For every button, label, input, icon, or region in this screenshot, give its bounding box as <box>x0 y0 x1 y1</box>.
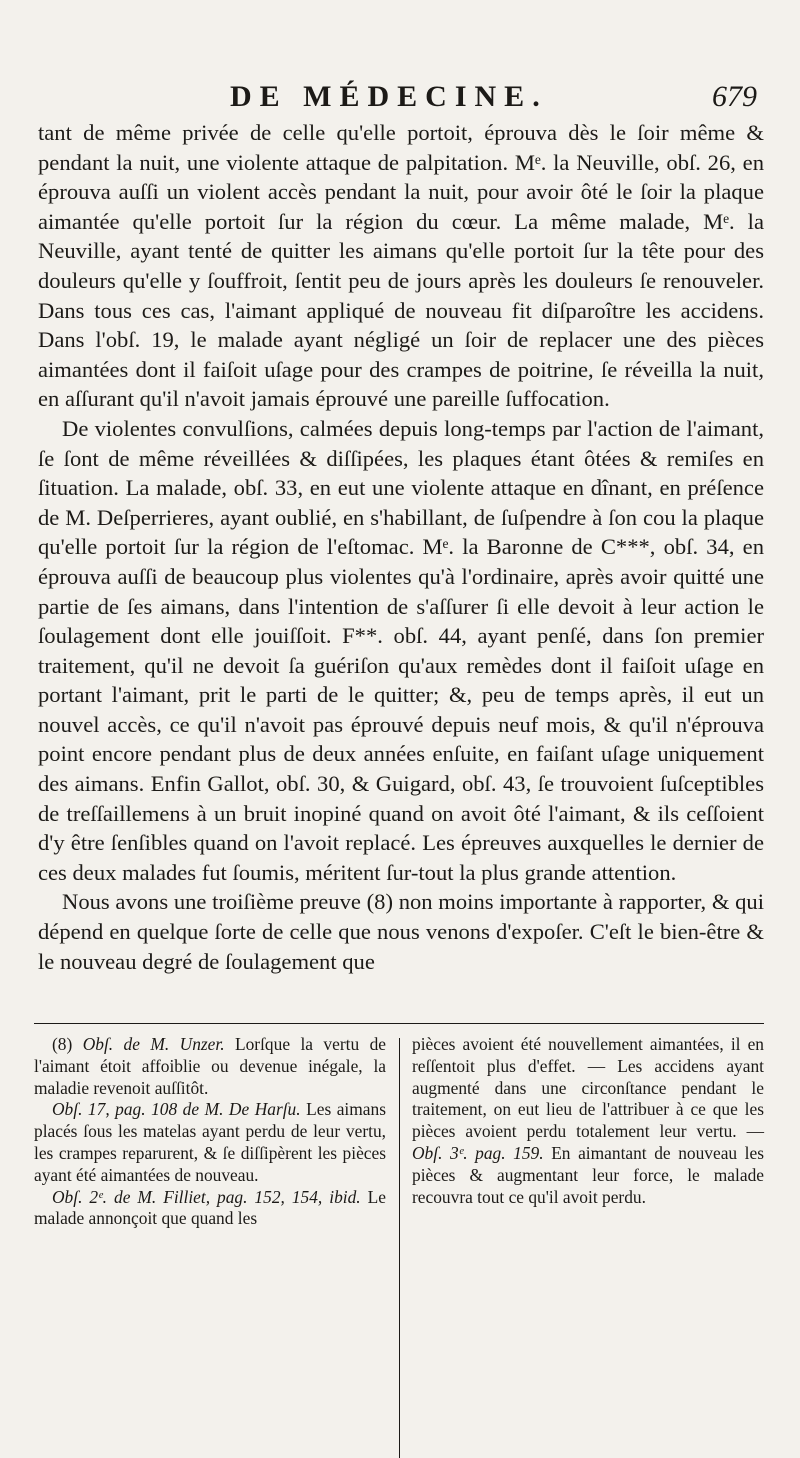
footnote-marker: (8) <box>52 1034 73 1054</box>
page-header <box>0 80 800 120</box>
footnote-source: Obſ. 2ᵉ. de M. Filliet, pag. 152, 154, ibid. <box>52 1186 361 1207</box>
footnote-source: Obſ. 17, pag. 108 de M. De Harſu. <box>52 1099 301 1120</box>
footnote-text: Les aimans placés ſous les matelas ayant perdu de leur vertu, les crampes reparurent, & ſe diſſipèrent les pièces ayant été aimantées de nouveau. <box>34 1099 386 1185</box>
footnote-source: Obſ. de M. Unzer. <box>82 1034 225 1054</box>
footnote-text: Le malade annonçoit que quand les <box>34 1186 386 1229</box>
footnote-8-unzer <box>34 1034 386 1099</box>
paragraph-1: tant de même privée de celle qu'elle portoit, éprouva dès le ſoir même & pendant la nuit, une violente attaque de palpitation. Mᵉ. la Neuville, obſ. 26, en éprouva auſſi un violent accès pendant la nuit, pour avoir ôté le ſoir la plaque aimantée qu'elle portoit ſur la région du cœur. La même malade, Mᵉ. la Neuville, ayant tenté de quitter les aimans qu'elle portoit ſur la tête pour des douleurs qu'elle y ſouffroit, ſentit peu de jours après les douleurs ſe renouveler. Dans tous ces cas, l'aimant appliqué de nouveau fit diſparoître les accidens. Dans l'obſ. 19, le malade ayant négligé un ſoir de replacer une des pièces aimantées dont il faiſoit uſage pour des crampes de poitrine, ſe réveilla la nuit, en aſſurant qu'il n'avoit jamais éprouvé une pareille ſuffocation. <box>38 120 764 412</box>
paragraph-3: Nous avons une troiſième preuve (8) non moins importante à rapporter, & qui dépend en quelque ſorte de celle que nous venons d'expoſer. C'eſt le bien-être & le nouveau degré de ſoulagement que <box>38 889 764 974</box>
footnote-text: En aimantant de nouveau les pièces & augmentant leur force, le malade recouvra tout ce qu'il avoit perdu. <box>412 1142 764 1207</box>
footnote-separator <box>34 1023 764 1024</box>
column-divider <box>399 1038 400 1458</box>
main-text <box>38 118 764 976</box>
footnote-column-left <box>34 1034 386 1230</box>
footnote-column-right <box>412 1034 764 1208</box>
footnote-text: Lorſque la vertu de l'aimant étoit affoiblie ou devenue inégale, la maladie revenoit auſſitôt. <box>34 1034 386 1098</box>
page-number: 679 <box>712 80 757 113</box>
running-head: DE MÉDECINE. <box>230 80 548 113</box>
footnote-source: Obſ. 3ᵉ. pag. 159. <box>412 1142 544 1163</box>
footnote-harsu <box>34 1099 386 1186</box>
footnote-continuation <box>412 1034 764 1208</box>
footnote-filliet <box>34 1187 386 1231</box>
footnote-text: pièces avoient été nouvellement aimantées, il en reſſentoit plus d'effet. — Les accidens ayant augmenté dans une circonſtance pendant le traitement, on eut lieu de l'attribuer à ce que les pièces avoient perdu totalement leur vertu. — <box>412 1034 764 1142</box>
paragraph-2: De violentes convulſions, calmées depuis long-temps par l'action de l'aimant, ſe ſont de même réveillées & diſſipées, les plaques étant ôtées & remiſes en ſituation. La malade, obſ. 33, en eut une violente attaque en dînant, en préſence de M. Deſperrieres, ayant oublié, en s'habillant, de ſuſpendre à ſon cou la plaque qu'elle portoit ſur la région de l'eſtomac. Mᵉ. la Baronne de C***, obſ. 34, en éprouva auſſi de beaucoup plus violentes qu'à l'ordinaire, après avoir quitté une partie de ſes aimans, dans l'intention de s'aſſurer ſi elle devoit à leur action le ſoulagement dont elle jouiſſoit. F**. obſ. 44, ayant penſé, dans ſon premier traitement, qu'il ne devoit ſa guériſon qu'aux remèdes dont il faiſoit uſage en portant l'aimant, prit le parti de le quitter; &, peu de temps après, il eut un nouvel accès, ce qu'il n'avoit pas éprouvé depuis neuf mois, & qu'il n'éprouva point encore pendant plus de deux années enſuite, en faiſant uſage uniquement des aimans. Enfin Gallot, obſ. 30, & Guigard, obſ. 43, ſe trouvoient ſuſceptibles de treſſaillemens à un bruit inopiné quand on avoit ôté l'aimant, & ils ceſſoient d'y être ſenſibles quand on l'avoit replacé. Les épreuves auxquelles le dernier de ces deux malades fut ſoumis, méritent ſur-tout la plus grande attention. <box>38 415 764 885</box>
